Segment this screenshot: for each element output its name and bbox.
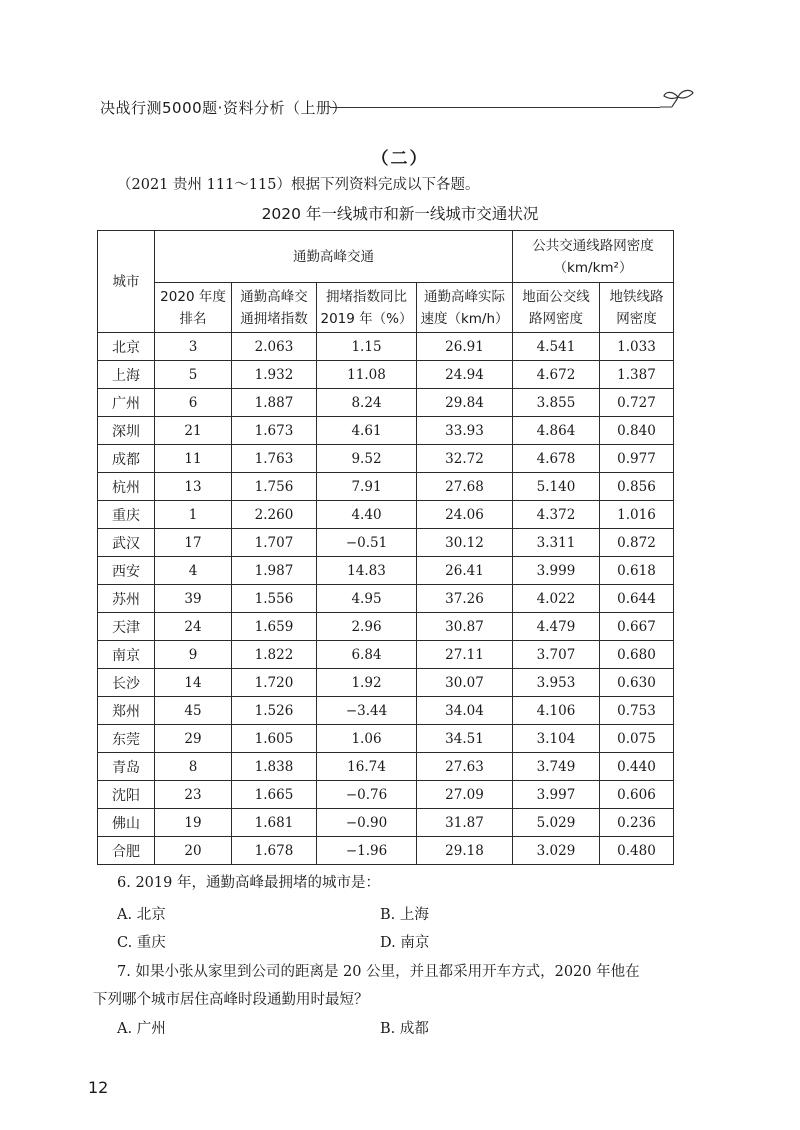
value-cell: 4.61 bbox=[317, 417, 417, 445]
group-header-transit bbox=[513, 231, 674, 283]
column-header-3-line-1: 拥堵指数同比 bbox=[326, 288, 407, 305]
value-cell: 13 bbox=[155, 473, 232, 501]
value-cell: 6.84 bbox=[317, 641, 417, 669]
question-6-option-c[interactable]: C. 重庆 bbox=[117, 935, 166, 951]
city-cell: 长沙 bbox=[98, 669, 155, 697]
group-header-commute: 通勤高峰交通 bbox=[155, 231, 513, 283]
question-6-stem: 6. 2019 年，通勤高峰最拥堵的城市是： bbox=[117, 875, 380, 891]
value-cell: 45 bbox=[155, 697, 232, 725]
column-header-5-line-1: 地面公交线 bbox=[522, 288, 590, 305]
table-row bbox=[98, 333, 674, 361]
value-cell: 3.104 bbox=[513, 725, 600, 753]
value-cell: 29.84 bbox=[417, 389, 513, 417]
value-cell: 1.763 bbox=[232, 445, 317, 473]
value-cell: 1.605 bbox=[232, 725, 317, 753]
value-cell: 24.94 bbox=[417, 361, 513, 389]
value-cell: −0.90 bbox=[317, 809, 417, 837]
table-row bbox=[98, 781, 674, 809]
value-cell: 9.52 bbox=[317, 445, 417, 473]
page-number: 12 bbox=[88, 1078, 109, 1097]
column-header-3-line-2: 2019 年（%） bbox=[320, 310, 413, 327]
value-cell: 23 bbox=[155, 781, 232, 809]
value-cell: 4 bbox=[155, 557, 232, 585]
value-cell: −3.44 bbox=[317, 697, 417, 725]
value-cell: 1.720 bbox=[232, 669, 317, 697]
city-cell: 上海 bbox=[98, 361, 155, 389]
table-row bbox=[98, 641, 674, 669]
value-cell: 14.83 bbox=[317, 557, 417, 585]
column-header-3 bbox=[317, 283, 417, 333]
city-cell: 西安 bbox=[98, 557, 155, 585]
value-cell: 1.678 bbox=[232, 837, 317, 865]
value-cell: 3.311 bbox=[513, 529, 600, 557]
value-cell: 4.678 bbox=[513, 445, 600, 473]
value-cell: 0.606 bbox=[600, 781, 674, 809]
column-header-4-line-1: 通勤高峰实际 bbox=[424, 288, 505, 305]
value-cell: 0.840 bbox=[600, 417, 674, 445]
value-cell: 2.96 bbox=[317, 613, 417, 641]
table-title: 2020 年一线城市和新一线城市交通状况 bbox=[261, 205, 539, 223]
value-cell: −0.51 bbox=[317, 529, 417, 557]
value-cell: 1.06 bbox=[317, 725, 417, 753]
group-header-transit-line2: （km/km²） bbox=[553, 259, 633, 276]
value-cell: 3.999 bbox=[513, 557, 600, 585]
column-header-4 bbox=[417, 283, 513, 333]
table-row bbox=[98, 557, 674, 585]
city-cell: 沈阳 bbox=[98, 781, 155, 809]
city-header: 城市 bbox=[98, 231, 155, 333]
question-7-option-a[interactable]: A. 广州 bbox=[117, 1021, 166, 1037]
value-cell: 0.075 bbox=[600, 725, 674, 753]
city-cell: 佛山 bbox=[98, 809, 155, 837]
section-title: （二） bbox=[371, 149, 429, 169]
city-cell: 广州 bbox=[98, 389, 155, 417]
column-header-2 bbox=[232, 283, 317, 333]
value-cell: 32.72 bbox=[417, 445, 513, 473]
column-header-1-line-2: 排名 bbox=[179, 310, 207, 327]
value-cell: 0.618 bbox=[600, 557, 674, 585]
value-cell: 1.659 bbox=[232, 613, 317, 641]
group-header-transit-line1: 公共交通线路网密度 bbox=[532, 237, 654, 254]
value-cell: 24.06 bbox=[417, 501, 513, 529]
value-cell: 27.11 bbox=[417, 641, 513, 669]
value-cell: 4.40 bbox=[317, 501, 417, 529]
table-row bbox=[98, 361, 674, 389]
value-cell: 0.727 bbox=[600, 389, 674, 417]
question-7-option-b[interactable]: B. 成都 bbox=[380, 1021, 429, 1037]
city-cell: 北京 bbox=[98, 333, 155, 361]
value-cell: 3.029 bbox=[513, 837, 600, 865]
value-cell: 3.953 bbox=[513, 669, 600, 697]
header-rule bbox=[330, 107, 660, 108]
value-cell: 29 bbox=[155, 725, 232, 753]
value-cell: 37.26 bbox=[417, 585, 513, 613]
value-cell: 0.872 bbox=[600, 529, 674, 557]
value-cell: 1.526 bbox=[232, 697, 317, 725]
value-cell: 1.92 bbox=[317, 669, 417, 697]
value-cell: 1.387 bbox=[600, 361, 674, 389]
value-cell: 0.236 bbox=[600, 809, 674, 837]
value-cell: 3 bbox=[155, 333, 232, 361]
value-cell: 1.887 bbox=[232, 389, 317, 417]
question-6-option-b[interactable]: B. 上海 bbox=[380, 907, 429, 923]
value-cell: 30.07 bbox=[417, 669, 513, 697]
value-cell: −0.76 bbox=[317, 781, 417, 809]
city-cell: 重庆 bbox=[98, 501, 155, 529]
value-cell: 0.667 bbox=[600, 613, 674, 641]
value-cell: 4.372 bbox=[513, 501, 600, 529]
column-header-6-line-1: 地铁线路 bbox=[609, 288, 664, 305]
value-cell: 26.91 bbox=[417, 333, 513, 361]
value-cell: 0.644 bbox=[600, 585, 674, 613]
value-cell: 4.672 bbox=[513, 361, 600, 389]
table-row bbox=[98, 473, 674, 501]
value-cell: 30.12 bbox=[417, 529, 513, 557]
city-cell: 成都 bbox=[98, 445, 155, 473]
value-cell: 24 bbox=[155, 613, 232, 641]
sprout-leaf-icon bbox=[658, 86, 698, 120]
value-cell: 1.822 bbox=[232, 641, 317, 669]
table-row bbox=[98, 697, 674, 725]
value-cell: 31.87 bbox=[417, 809, 513, 837]
table-row bbox=[98, 753, 674, 781]
value-cell: 27.63 bbox=[417, 753, 513, 781]
value-cell: 0.480 bbox=[600, 837, 674, 865]
value-cell: 3.855 bbox=[513, 389, 600, 417]
value-cell: 5 bbox=[155, 361, 232, 389]
column-header-2-line-2: 通拥堵指数 bbox=[240, 310, 308, 327]
value-cell: 4.541 bbox=[513, 333, 600, 361]
value-cell: 34.04 bbox=[417, 697, 513, 725]
page-header bbox=[84, 92, 704, 122]
value-cell: 21 bbox=[155, 417, 232, 445]
value-cell: 1.987 bbox=[232, 557, 317, 585]
value-cell: 0.977 bbox=[600, 445, 674, 473]
value-cell: 0.753 bbox=[600, 697, 674, 725]
value-cell: 0.440 bbox=[600, 753, 674, 781]
value-cell: 1.665 bbox=[232, 781, 317, 809]
city-cell: 天津 bbox=[98, 613, 155, 641]
value-cell: 4.022 bbox=[513, 585, 600, 613]
value-cell: 4.95 bbox=[317, 585, 417, 613]
question-7-stem-line2: 下列哪个城市居住高峰时段通勤用时最短？ bbox=[93, 992, 369, 1008]
book-title: 决战行测5000题·资料分析（上册） bbox=[100, 99, 347, 117]
value-cell: 8 bbox=[155, 753, 232, 781]
value-cell: 11 bbox=[155, 445, 232, 473]
table-row bbox=[98, 669, 674, 697]
table-row bbox=[98, 389, 674, 417]
city-cell: 武汉 bbox=[98, 529, 155, 557]
question-6-option-a[interactable]: A. 北京 bbox=[117, 907, 166, 923]
value-cell: 1.016 bbox=[600, 501, 674, 529]
table-row bbox=[98, 613, 674, 641]
value-cell: 4.864 bbox=[513, 417, 600, 445]
value-cell: 2.063 bbox=[232, 333, 317, 361]
value-cell: 30.87 bbox=[417, 613, 513, 641]
value-cell: 27.68 bbox=[417, 473, 513, 501]
table-row bbox=[98, 809, 674, 837]
value-cell: 34.51 bbox=[417, 725, 513, 753]
value-cell: 4.106 bbox=[513, 697, 600, 725]
table-row bbox=[98, 417, 674, 445]
value-cell: 5.029 bbox=[513, 809, 600, 837]
value-cell: 29.18 bbox=[417, 837, 513, 865]
column-header-6 bbox=[600, 283, 674, 333]
value-cell: 0.630 bbox=[600, 669, 674, 697]
column-header-5-line-2: 路网密度 bbox=[529, 310, 583, 327]
value-cell: 1.932 bbox=[232, 361, 317, 389]
column-header-5 bbox=[513, 283, 600, 333]
value-cell: 3.997 bbox=[513, 781, 600, 809]
table-row bbox=[98, 725, 674, 753]
question-7-stem-line1: 7. 如果小张从家里到公司的距离是 20 公里，并且都采用开车方式，2020 年他在 bbox=[117, 964, 640, 980]
value-cell: 4.479 bbox=[513, 613, 600, 641]
city-cell: 深圳 bbox=[98, 417, 155, 445]
city-cell: 苏州 bbox=[98, 585, 155, 613]
table-row bbox=[98, 585, 674, 613]
city-cell: 杭州 bbox=[98, 473, 155, 501]
value-cell: 6 bbox=[155, 389, 232, 417]
value-cell: 3.707 bbox=[513, 641, 600, 669]
value-cell: 2.260 bbox=[232, 501, 317, 529]
table-row bbox=[98, 837, 674, 865]
column-header-4-line-2: 速度（km/h） bbox=[420, 310, 509, 327]
value-cell: 1.15 bbox=[317, 333, 417, 361]
value-cell: 39 bbox=[155, 585, 232, 613]
traffic-table bbox=[97, 230, 674, 865]
value-cell: 11.08 bbox=[317, 361, 417, 389]
city-cell: 郑州 bbox=[98, 697, 155, 725]
value-cell: 17 bbox=[155, 529, 232, 557]
intro-text: （2021 贵州 111～115）根据下列资料完成以下各题。 bbox=[117, 177, 480, 193]
table-row bbox=[98, 529, 674, 557]
value-cell: 1.838 bbox=[232, 753, 317, 781]
value-cell: 33.93 bbox=[417, 417, 513, 445]
value-cell: 1.681 bbox=[232, 809, 317, 837]
value-cell: 9 bbox=[155, 641, 232, 669]
city-cell: 东莞 bbox=[98, 725, 155, 753]
value-cell: 1.556 bbox=[232, 585, 317, 613]
table-row bbox=[98, 445, 674, 473]
value-cell: 26.41 bbox=[417, 557, 513, 585]
value-cell: 20 bbox=[155, 837, 232, 865]
column-header-1 bbox=[155, 283, 232, 333]
column-header-6-line-2: 网密度 bbox=[616, 310, 657, 327]
value-cell: 7.91 bbox=[317, 473, 417, 501]
value-cell: 16.74 bbox=[317, 753, 417, 781]
value-cell: 1.673 bbox=[232, 417, 317, 445]
value-cell: 3.749 bbox=[513, 753, 600, 781]
value-cell: 19 bbox=[155, 809, 232, 837]
city-cell: 青岛 bbox=[98, 753, 155, 781]
question-6-option-d[interactable]: D. 南京 bbox=[380, 935, 430, 951]
value-cell: 1.033 bbox=[600, 333, 674, 361]
value-cell: 8.24 bbox=[317, 389, 417, 417]
table-row bbox=[98, 501, 674, 529]
value-cell: 0.856 bbox=[600, 473, 674, 501]
value-cell: 1.707 bbox=[232, 529, 317, 557]
column-header-1-line-1: 2020 年度 bbox=[160, 288, 226, 305]
value-cell: 0.680 bbox=[600, 641, 674, 669]
city-cell: 合肥 bbox=[98, 837, 155, 865]
value-cell: 1 bbox=[155, 501, 232, 529]
value-cell: −1.96 bbox=[317, 837, 417, 865]
value-cell: 14 bbox=[155, 669, 232, 697]
city-cell: 南京 bbox=[98, 641, 155, 669]
value-cell: 27.09 bbox=[417, 781, 513, 809]
value-cell: 5.140 bbox=[513, 473, 600, 501]
value-cell: 1.756 bbox=[232, 473, 317, 501]
column-header-2-line-1: 通勤高峰交 bbox=[240, 288, 308, 305]
